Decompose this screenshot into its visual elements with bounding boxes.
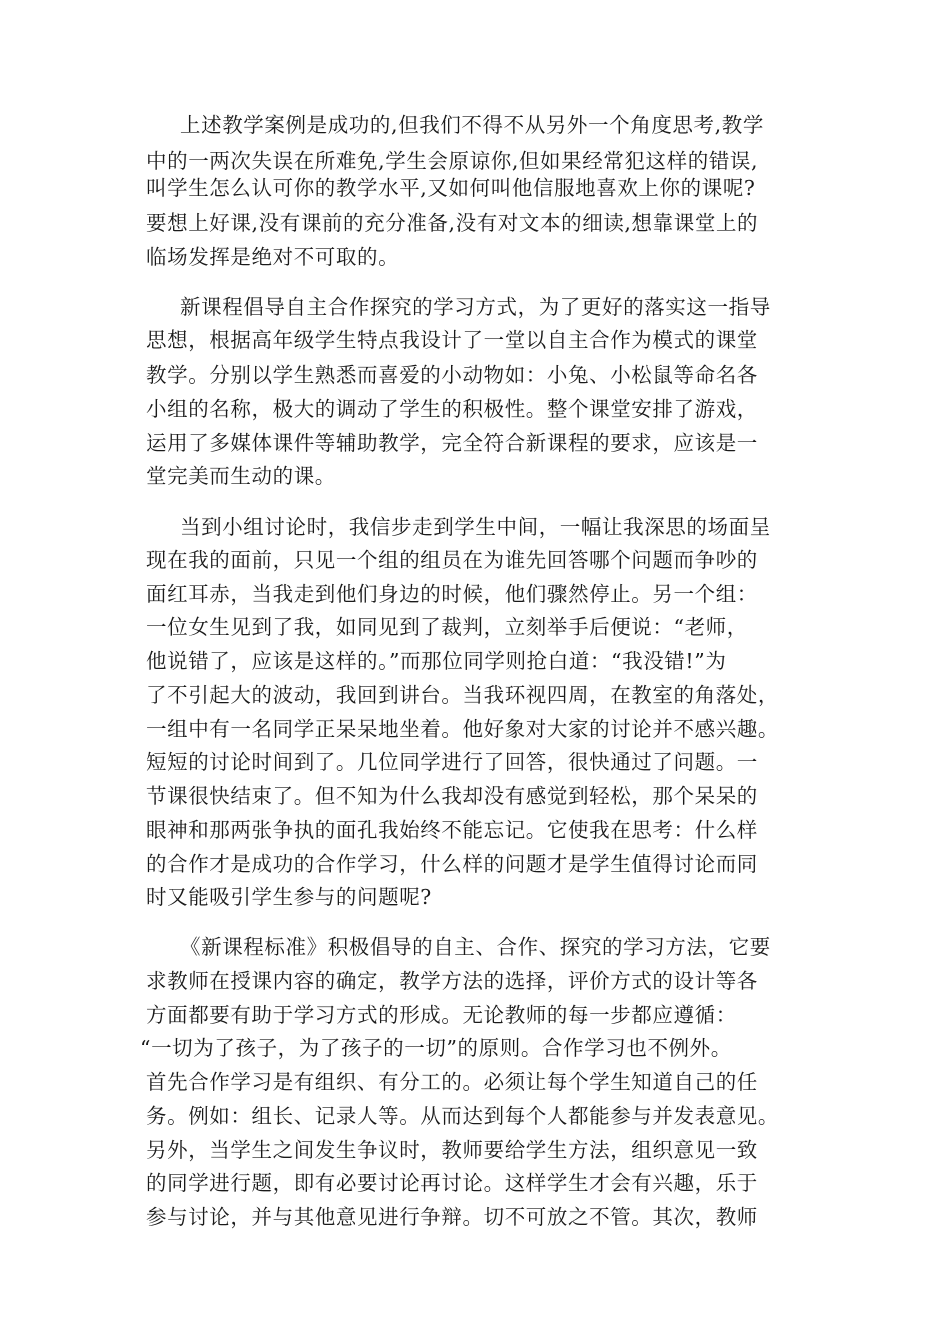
paragraph-line: 运用了多媒体课件等辅助教学，完全符合新课程的要求，应该是一 (146, 431, 758, 455)
paragraph-line: 时又能吸引学生参与的问题呢? (146, 885, 432, 909)
paragraph-line: 《新课程标准》积极倡导的自主、合作、探究的学习方法，它要 (180, 935, 771, 959)
paragraph-line: 务。例如：组长、记录人等。从而达到每个人都能参与并发表意见。 (146, 1104, 779, 1128)
paragraph-line: 中的一两次失误在所难免,学生会原谅你,但如果经常犯这样的错误, (146, 149, 759, 173)
paragraph-line: 堂完美而生动的课。 (146, 464, 336, 488)
paragraph-line: 首先合作学习是有组织、有分工的。必须让每个学生知道自己的任 (146, 1070, 758, 1094)
paragraph-line: 另外，当学生之间发生争议时，教师要给学生方法，组织意见一致 (146, 1138, 758, 1162)
paragraph-line: 要想上好课,没有课前的充分准备,没有对文本的细读,想靠课堂上的 (146, 211, 759, 235)
paragraph-line: 思想，根据高年级学生特点我设计了一堂以自主合作为模式的课堂 (146, 328, 758, 352)
paragraph-line: 方面都要有助于学习方式的形成。无论教师的每一步都应遵循： (146, 1003, 737, 1027)
paragraph-line: 的合作才是成功的合作学习，什么样的问题才是学生值得讨论而同 (146, 852, 758, 876)
paragraph-line: 节课很快结束了。但不知为什么我却没有感觉到轻松，那个呆呆的 (146, 784, 758, 808)
paragraph-line: 参与讨论，并与其他意见进行争辩。切不可放之不管。其次，教师 (146, 1205, 758, 1229)
paragraph-line: 一组中有一名同学正呆呆地坐着。他好象对大家的讨论并不感兴趣。 (146, 717, 779, 741)
paragraph-line: 了不引起大的波动，我回到讲台。当我环视四周，在教室的角落处， (146, 683, 779, 707)
paragraph-line: 他说错了，应该是这样的。”而那位同学则抢白道：“我没错!”为 (146, 649, 727, 673)
paragraph-line: 面红耳赤，当我走到他们身边的时候，他们骤然停止。另一个组： (146, 582, 758, 606)
paragraph-line: 小组的名称，极大的调动了学生的积极性。整个课堂安排了游戏， (146, 397, 758, 421)
paragraph-line: 当到小组讨论时，我信步走到学生中间，一幅让我深思的场面呈 (180, 515, 771, 539)
paragraph-line: 临场发挥是绝对不可取的。 (146, 245, 400, 269)
paragraph-line: 眼神和那两张争执的面孔我始终不能忘记。它使我在思考：什么样 (146, 818, 758, 842)
paragraph-line: 的同学进行题，即有必要讨论再讨论。这样学生才会有兴趣，乐于 (146, 1171, 758, 1195)
paragraph-line: 叫学生怎么认可你的教学水平,又如何叫他信服地喜欢上你的课呢? (146, 176, 756, 200)
paragraph-line: 一位女生见到了我，如同见到了裁判，立刻举手后便说：“老师， (146, 615, 748, 639)
paragraph-line: “一切为了孩子，为了孩子的一切”的原则。合作学习也不例外。 (140, 1036, 732, 1060)
paragraph-line: 上述教学案例是成功的,但我们不得不从另外一个角度思考,教学 (180, 113, 764, 137)
paragraph-line: 短短的讨论时间到了。几位同学进行了回答，很快通过了问题。一 (146, 750, 758, 774)
paragraph-line: 求教师在授课内容的确定，教学方法的选择，评价方式的设计等各 (146, 969, 758, 993)
paragraph-line: 教学。分别以学生熟悉而喜爱的小动物如：小兔、小松鼠等命名各 (146, 363, 758, 387)
paragraph-line: 新课程倡导自主合作探究的学习方式，为了更好的落实这一指导 (180, 295, 771, 319)
paragraph-line: 现在我的面前，只见一个组的组员在为谁先回答哪个问题而争吵的 (146, 548, 758, 572)
